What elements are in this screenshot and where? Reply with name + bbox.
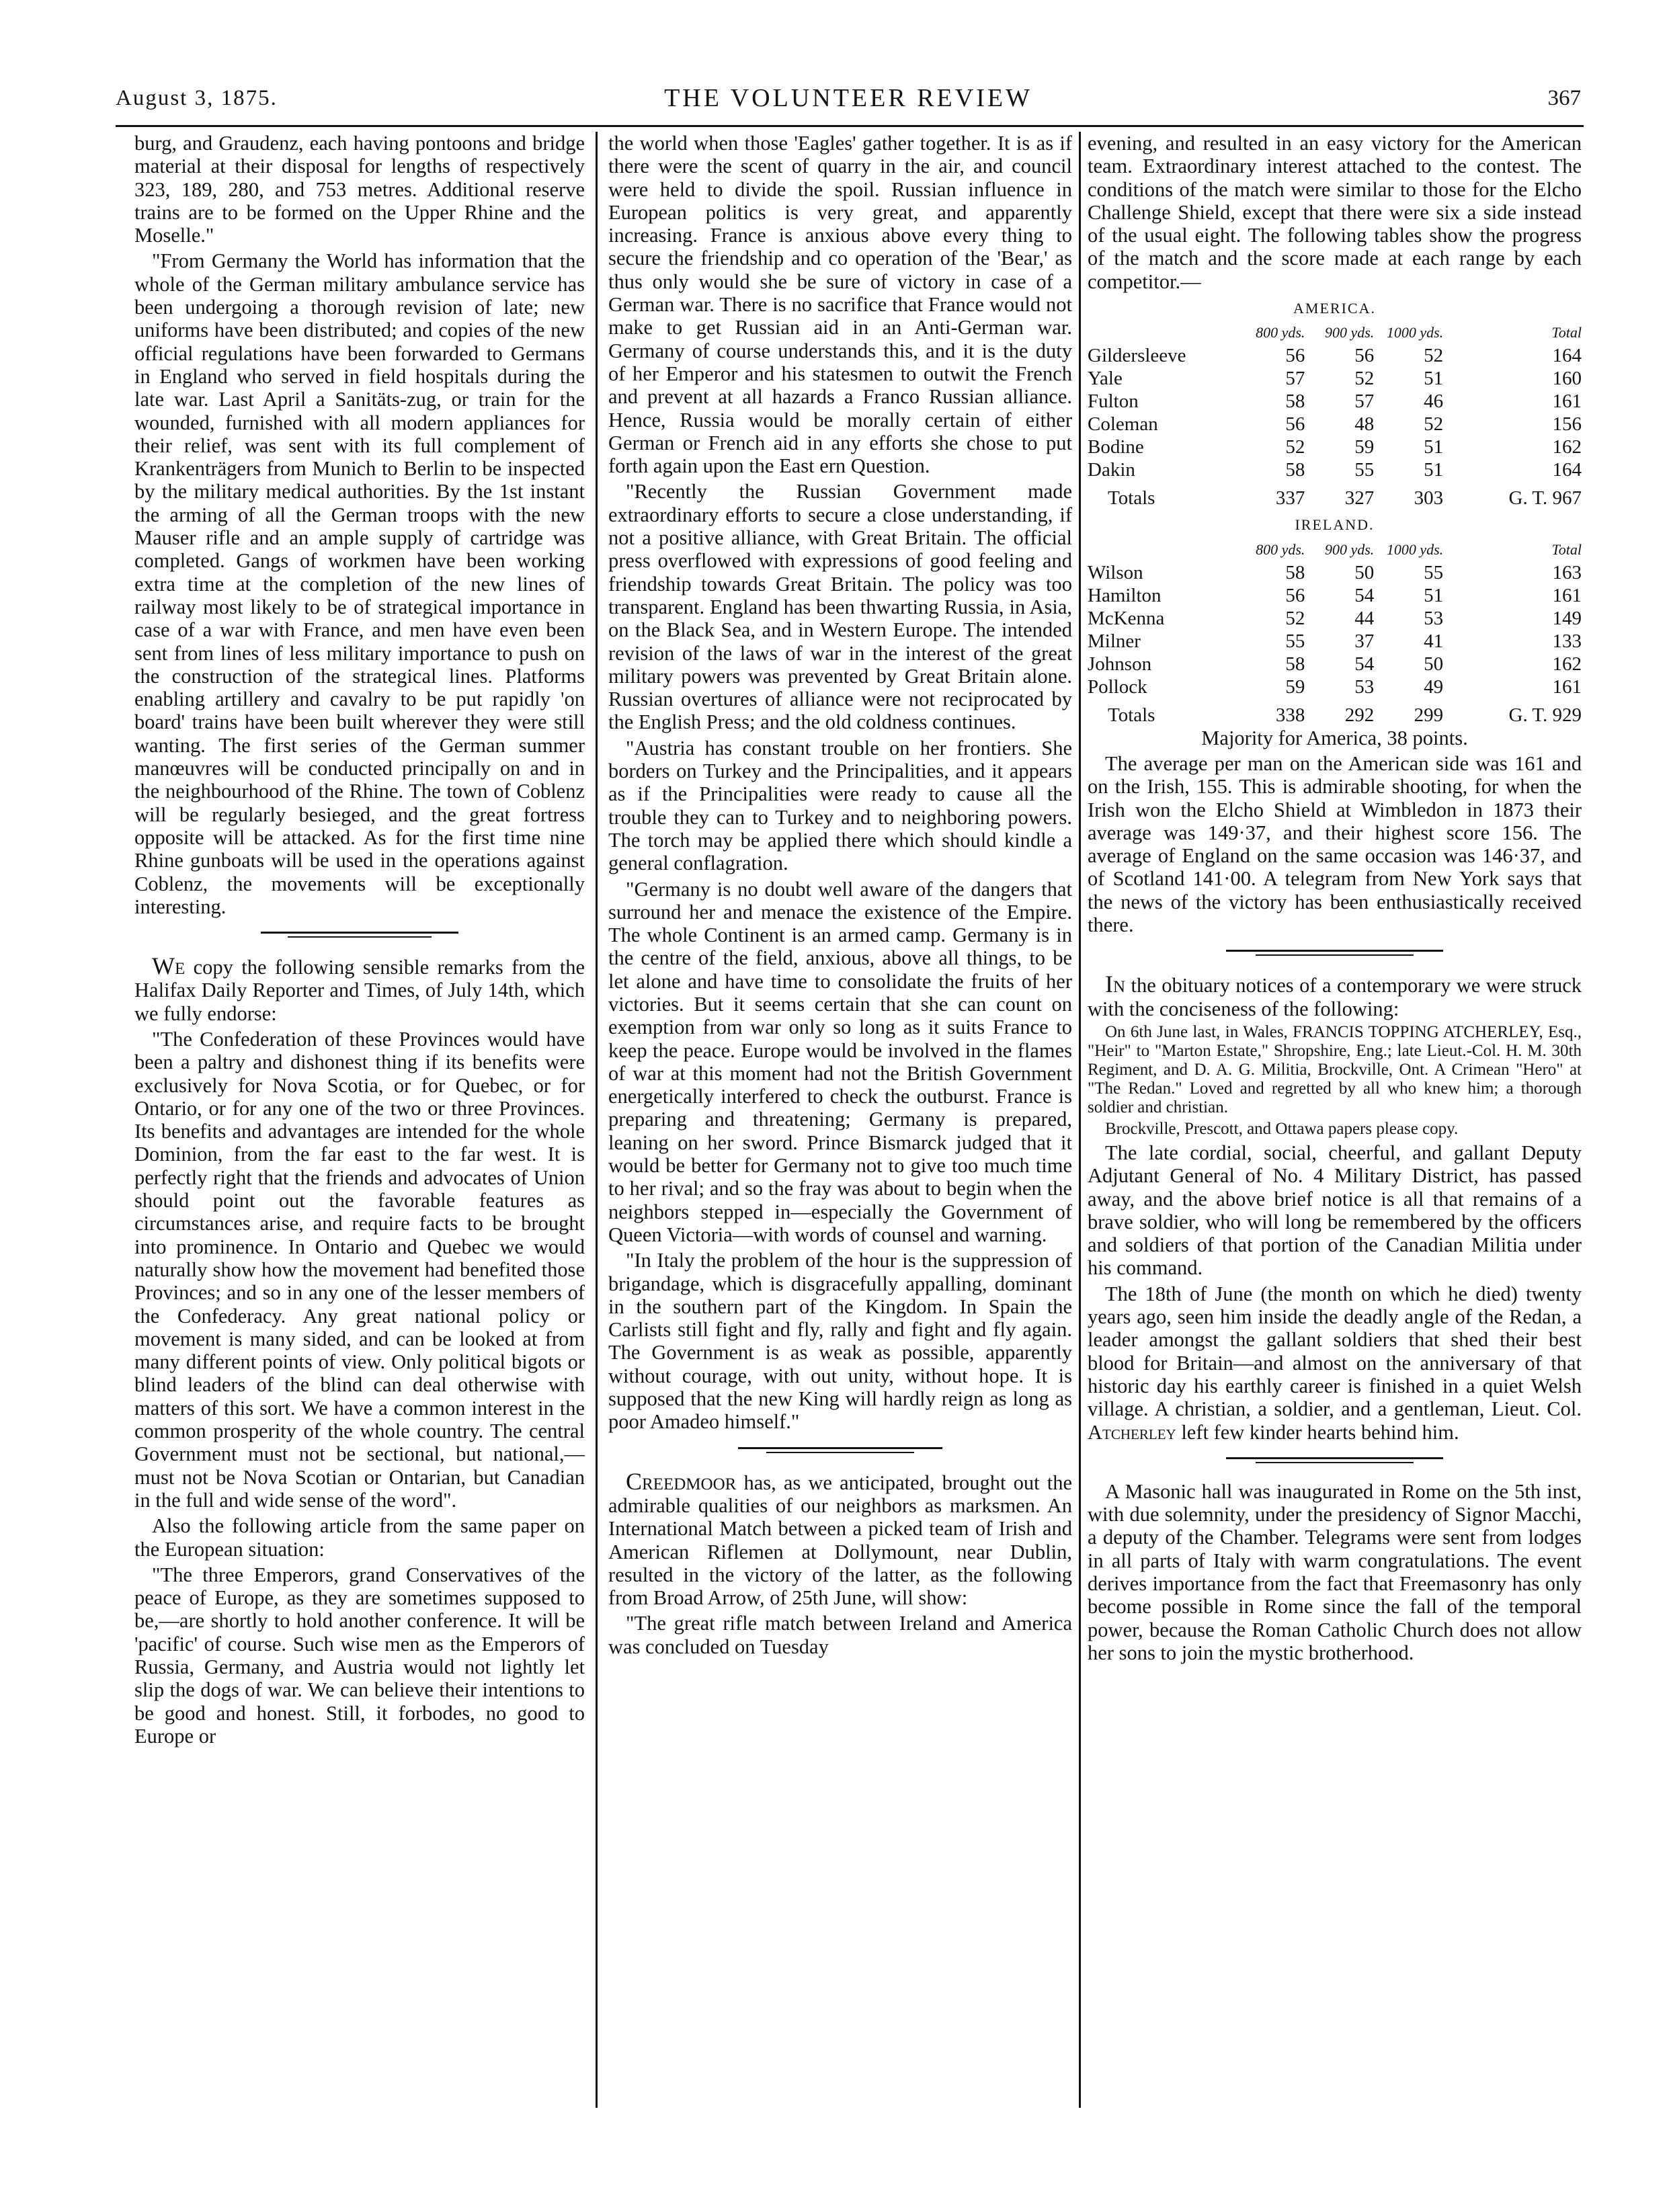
lead-text: the obituary notices of a contemporary we were struck with the conciseness of the following: [1088,974,1582,1020]
article-intro [134,954,585,1025]
column-header: Total [1551,324,1582,341]
total-cell: 156 [1552,413,1582,436]
article-paragraph: "The Confederation of these Provinces would have been a paltry and dishonest thing if its benefits were exclusively for Nova Scotia, or for Quebec, or for Ontario, or for any one of the two or three Provinces. Its benefits and advantages are intended for the whole Dominion, from the far east to the far west. It is perfectly right that the friends and advocates of Union should point out the favorable features as circumstances arise, and require facts to be brought into prominence. In Ontario and Quebec we would naturally show how the movement had benefited those Provinces; and so in any one of the lesser members of the Confederacy. Any great national policy or movement is many sided, and can be looked at from many different points of view. Only political bigots or blind leaders of the blind can deal otherwise with matters of this sort. We have a common interest in the common prosperity of the whole country. The central Government must not be sectional, but national,—must not be Nova Scotian or Ontarian, but Canadian in the full and wide sense of the word". [134,1027,585,1512]
column-rule-1 [596,132,598,2108]
column-3 [1088,132,1582,2107]
score-cell: 52 [1285,436,1305,458]
score-cell: 49 [1424,675,1444,698]
score-cell: 53 [1424,607,1444,629]
score-total: 303 [1414,487,1444,509]
competitor-name: Hamilton [1088,584,1162,606]
column-header: 900 yds. [1324,540,1375,558]
section-separator [1088,943,1582,963]
score-total: 327 [1344,487,1375,509]
competitor-name: Fulton [1088,391,1139,413]
obituary-copy-request: Brockville, Prescott, and Ottawa papers please copy. [1105,1119,1459,1138]
column-1 [134,132,585,2107]
competitor-name: Bodine [1088,436,1144,458]
score-cell: 51 [1424,459,1444,481]
table-row [1088,607,1582,630]
score-cell: 37 [1354,630,1375,652]
score-cell: 56 [1285,584,1305,606]
score-cell: 56 [1285,413,1305,436]
table-row [1088,344,1582,367]
column-header: Total [1551,540,1582,558]
lead-word: We [152,952,186,980]
header-rule [116,125,1584,127]
total-cell: 149 [1552,607,1582,629]
total-cell: 164 [1552,345,1582,367]
score-cell: 54 [1354,653,1375,675]
america-score-table [1088,321,1582,509]
score-cell: 52 [1424,345,1444,367]
total-cell: 161 [1552,675,1582,698]
score-cell: 58 [1285,459,1305,481]
totals-row [1088,698,1582,727]
column-header: 800 yds. [1256,324,1305,341]
article-continuation: burg, and Graudenz, each having pontoons and bridge material at their disposal for lengths of respectively 323, 189, 280, and 753 metres. Additional reserve trains are to be formed on the Upper Rhine and the Moselle." [134,132,585,247]
total-cell: 161 [1552,584,1582,606]
article-paragraph: "The three Emperors, grand Conservatives of the peace of Europe, as they are sometimes supposed to be,—are shortly to hold another conference. It will be 'pacific' of course. Such wise men as the Emperors of Russia, Germany, and Austria would not lightly let slip the dogs of war. We can believe their intentions to be good and honest. Still, it forbodes, no good to Europe or [134,1563,585,1748]
score-cell: 50 [1424,653,1444,675]
section-separator [134,925,585,945]
score-cell: 52 [1354,368,1375,390]
score-cell: 44 [1354,607,1375,629]
totals-label: Totals [1108,704,1155,726]
table-row [1088,458,1582,481]
issue-date: August 3, 1875. [116,86,278,110]
match-majority: Majority for America, 38 points. [1201,726,1468,749]
article-paragraph: The average per man on the American side was 161 and on the Irish, 155. This is admirable shooting, for when the Irish won the Elcho Shield at Wimbledon in 1873 their average was 149·37, and their highest score 156. The average of England on the same occasion was 146·37, and of Scotland 141·00. A telegram from New York says that the news of the victory has been enthusiastically received there. [1088,751,1582,937]
person-name: Atcherley [1088,1420,1176,1444]
score-cell: 58 [1285,653,1305,675]
table-row [1088,584,1582,607]
ireland-score-table [1088,538,1582,727]
grand-total: G. T. 929 [1508,704,1582,726]
column-2 [608,132,1072,2107]
score-total: 338 [1275,704,1305,726]
score-cell: 53 [1354,675,1375,698]
table-row [1088,390,1582,413]
article-paragraph: "From Germany the World has information that the whole of the German military ambulance service has been undergoing a thorough revision of late; new uniforms have been distributed; and copies of the new official regulations have been forwarded to Germans in England who served in field hospitals during the late war. Last April a Sanitäts-zug, or train for the wounded, furnished with all modern appliances for their relief, was sent with its full complement of Krankenträgers from Munich to Berlin to be inspected by the military medical authorities. By the 1st instant the arming of all the German troops with the new Mauser rifle and an ample supply of cartridge was completed. Gangs of workmen have been working extra time at the completion of the new lines of railway most likely to be of strategical importance in case of a war with France, and men have even been sent from lines of less military importance to push on the construction of the strategical lines. Platforms enabling artillery and cavalry to be put rapidly 'on board' trains have been built wherever they were still wanting. The first series of the German summer manœuvres will be conducted principally on and in the neighbourhood of the Rhine. The town of Coblenz will be regularly besieged, and the great fortress opposite will be attacked. As for the first time nine Rhine gunboats will be used in the operations against Coblenz, the movements will be exceptionally interesting. [134,249,585,918]
score-cell: 55 [1354,459,1375,481]
score-cell: 58 [1285,561,1305,583]
score-cell: 52 [1424,413,1444,436]
score-cell: 54 [1354,584,1375,606]
article-paragraph: Also the following article from the same paper on the European situation: [134,1514,585,1561]
lead-word: In [1105,971,1126,998]
total-cell: 163 [1552,561,1582,583]
table-row [1088,675,1582,698]
score-total: 299 [1414,704,1444,726]
score-cell: 51 [1424,368,1444,390]
article-continuation: evening, and resulted in an easy victory for the American team. Extraordinary interest attached to the contest. The conditions of the match were similar to those for the Elcho Challenge Shield, except that there were six a side instead of the usual eight. The following tables show the progress of the match and the score made at each range by each competitor.— [1088,132,1582,293]
paragraph-text: left few kinder hearts behind him. [1181,1420,1459,1444]
score-cell: 59 [1285,675,1305,698]
lead-word: Creedmoor [626,1467,737,1495]
column-header: 900 yds. [1324,324,1375,341]
competitor-name: Coleman [1088,413,1158,436]
table-row [1088,561,1582,584]
article-continuation: the world when those 'Eagles' gather together. It is as if there were the scent of quarry in the air, and council were held to divide the spoil. Russian influence in European politics is very great, and apparently increasing. France is anxious above every thing to secure the friendship and co operation of the 'Bear,' as thus only would she be sure of victory in case of a German war. There is no sacrifice that France would not make to get Russian aid in an Anti-German war. Germany of course understands this, and it is the duty of her Emperor and his statesmen to outwit the French and prevent at all hazards a Franco Russian alliance. Hence, Russia would be morally certain of either German or French aid in any efforts she chose to put forth again upon the East ern Question. [608,132,1072,478]
score-cell: 55 [1285,630,1305,652]
table-row [1088,436,1582,458]
column-header: 800 yds. [1256,540,1305,558]
column-rule-2 [1079,132,1081,2108]
article-intro [1088,973,1582,1020]
publication-title: THE VOLUNTEER REVIEW [664,84,1032,112]
score-cell: 46 [1424,391,1444,413]
score-cell: 56 [1285,345,1305,367]
article-paragraph: "Austria has constant trouble on her frontiers. She borders on Turkey and the Principalities, and it appears as if the Principalities were ready to cause all the trouble they can to Turkey and to neighboring powers. The torch may be applied there which should kindle a general conflagration. [608,736,1072,875]
score-total: 292 [1344,704,1375,726]
page-header [116,81,1581,124]
table-row [1088,653,1582,675]
section-separator [608,1440,1072,1461]
competitor-name: Milner [1088,630,1141,652]
obituary-notice: On 6th June last, in Wales, FRANCIS TOPPING ATCHERLEY, Esq., "Heir" to "Marton Estate," Shropshire, Eng.; late Lieut.-Col. H. M. 30th Regiment, and D. A. G. Militia, Brockville, Ont. A Crimean "Hero" at "The Redan." Loved and regretted by all who knew him; a thorough soldier and christian. [1088,1022,1582,1116]
competitor-name: Wilson [1088,561,1143,583]
score-cell: 58 [1285,391,1305,413]
competitor-name: Pollock [1088,675,1147,698]
competitor-name: McKenna [1088,607,1165,629]
score-cell: 51 [1424,436,1444,458]
america-table-caption: AMERICA. [1293,300,1376,317]
totals-label: Totals [1108,487,1155,509]
competitor-name: Dakin [1088,459,1135,481]
article-paragraph: "The great rifle match between Ireland and America was concluded on Tuesday [608,1612,1072,1658]
score-cell: 57 [1354,391,1375,413]
competitor-name: Yale [1088,368,1123,390]
total-cell: 164 [1552,459,1582,481]
score-cell: 48 [1354,413,1375,436]
total-cell: 133 [1552,630,1582,652]
competitor-name: Johnson [1088,653,1152,675]
table-row [1088,367,1582,390]
total-cell: 160 [1552,368,1582,390]
lead-text: copy the following sensible remarks from the Halifax Daily Reporter and Times, of July 14th, which we fully endorse: [134,956,585,1025]
score-total: 337 [1275,487,1305,509]
score-cell: 55 [1424,561,1444,583]
total-cell: 161 [1552,391,1582,413]
paragraph-text: The 18th of June (the month on which he died) twenty years ago, seen him inside the deadly angle of the Redan, a leader amongst the gallant soldiers that shed their best blood for Britain—and almost on the anniversary of that historic day his earthly career is finished in a quiet Welsh village. A christian, a soldier, and a gentleman, Lieut. Col. [1088,1282,1582,1421]
table-header-row [1088,321,1582,344]
table-header-row [1088,538,1582,561]
section-separator [1088,1450,1582,1471]
competitor-name: Gildersleeve [1088,345,1186,367]
article-paragraph: "Germany is no doubt well aware of the dangers that surround her and menace the existence of the Empire. The whole Continent is an armed camp. Germany is in the centre of the field, anxious, above all things, to be let alone and have time to consolidate the fruits of her victories. But it seems certain that she can count on exemption from war only so long as it suits France to keep the peace. Europe would be involved in the flames of war at this moment had not the British Government energetically interfered to check the outburst. France is preparing and threatening; Germany is prepared, leaning on her sword. Prince Bismarck judged that it would be better for Germany not to give too much time to her rival; and so the fray was about to begin when the neighbors stepped in—especially the Government of Queen Victoria—with words of counsel and warning. [608,877,1072,1246]
column-header: 1000 yds. [1386,540,1444,558]
column-header: 1000 yds. [1386,324,1444,341]
score-cell: 59 [1354,436,1375,458]
article-paragraph: "In Italy the problem of the hour is the suppression of brigandage, which is disgracefully appalling, dominant in the southern part of the Kingdom. In Spain the Carlists still fight and fly, rally and fight and fly again. The Government is as weak as possible, apparently without courage, with out unity, without hope. It is supposed that the new King will hardly reign as long as poor Amadeo himself." [608,1249,1072,1434]
ireland-table-caption: IRELAND. [1295,516,1375,534]
table-row [1088,630,1582,653]
article-intro [608,1467,1072,1610]
score-cell: 51 [1424,584,1444,606]
score-cell: 52 [1285,607,1305,629]
lead-text: has, as we anticipated, brought out the admirable qualities of our neighbors as marksmen. An International Match between a picked team of Irish and American Riflemen at Dollymount, near Dublin, resulted in the victory of the latter, as the following from Broad Arrow, of 25th June, will show: [608,1471,1072,1610]
score-cell: 41 [1424,630,1444,652]
table-row [1088,413,1582,436]
article-paragraph: The late cordial, social, cheerful, and gallant Deputy Adjutant General of No. 4 Military District, has passed away, and the above brief notice is all that remains of a brave soldier, who will long be remembered by the officers and soldiers of that portion of the Canadian Militia under his command. [1088,1141,1582,1280]
totals-row [1088,481,1582,509]
total-cell: 162 [1552,653,1582,675]
article-paragraph [1088,1282,1582,1444]
grand-total: G. T. 967 [1508,487,1582,509]
score-cell: 50 [1354,561,1375,583]
page-number: 367 [1547,86,1581,110]
score-cell: 57 [1285,368,1305,390]
total-cell: 162 [1552,436,1582,458]
article-paragraph: "Recently the Russian Government made extraordinary efforts to secure a close understanding, if not a positive alliance, with Great Britain. The official press overflowed with expressions of good feeling and friendship towards Great Britain. The policy was too transparent. England has been thwarting Russia, in Asia, on the Black Sea, and in Western Europe. The intended revision of the laws of war in the interest of the great military powers was prevented by Great Britain alone. Russian overtures of alliance were not reciprocated by the English Press; and the old coldness continues. [608,480,1072,734]
score-cell: 56 [1354,345,1375,367]
article-paragraph: A Masonic hall was inaugurated in Rome on the 5th inst, with due solemnity, under the presidency of Signor Macchi, a deputy of the Chamber. Telegrams were sent from lodges in all parts of Italy with warm congratulations. The event derives importance from the fact that Freemasonry has only become possible in Rome since the fall of the temporal power, because the Roman Catholic Church does not allow her sons to join the mystic brotherhood. [1088,1479,1582,1664]
